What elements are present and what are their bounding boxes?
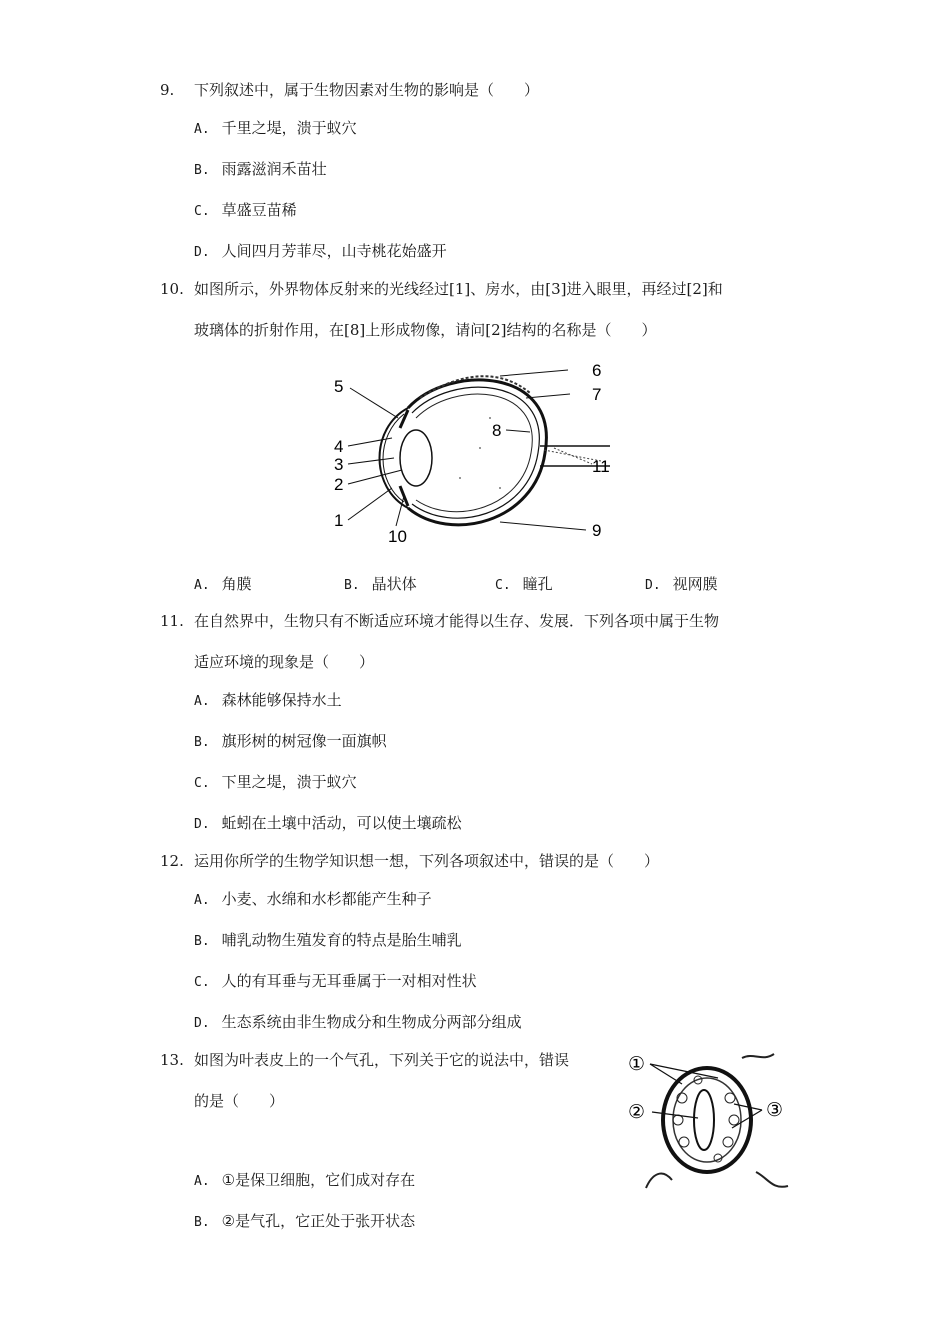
option-letter: D.	[645, 578, 661, 593]
q11-stem-line1: 在自然界中，生物只有不断适应环境才能得以生存、发展．下列各项中属于生物	[194, 612, 720, 630]
option-letter: D.	[194, 1016, 210, 1031]
option-letter: C.	[495, 578, 511, 593]
q13-option-a	[194, 1170, 415, 1192]
option-text: 生态系统由非生物成分和生物成分两部分组成	[221, 1013, 522, 1031]
q10-option-c	[495, 573, 553, 594]
option-text: 蚯蚓在土壤中活动，可以使土壤疏松	[221, 814, 462, 832]
eye-label: 7	[592, 385, 602, 404]
q9-number: 9.	[160, 81, 175, 99]
option-letter: A.	[194, 694, 210, 709]
option-letter: A.	[194, 1174, 210, 1189]
stomata-figure	[622, 1048, 802, 1198]
option-text: 人的有耳垂与无耳垂属于一对相对性状	[221, 972, 477, 990]
eye-label: 4	[334, 437, 344, 456]
option-text: ②是气孔，它正处于张开状态	[221, 1212, 416, 1230]
q9-stem: 下列叙述中，属于生物因素对生物的影响是（ ）	[194, 81, 540, 99]
q12-stem: 运用你所学的生物学知识想一想，下列各项叙述中，错误的是（ ）	[194, 852, 660, 870]
stomata-label: ②	[628, 1102, 646, 1123]
q11-option-b	[194, 731, 387, 753]
option-text: 角膜	[221, 575, 252, 593]
option-text: 小麦、水绵和水杉都能产生种子	[221, 890, 432, 908]
q11-stem-line2: 适应环境的现象是（ ）	[194, 653, 375, 671]
eye-label: 2	[334, 475, 344, 494]
option-text: 视网膜	[672, 575, 718, 593]
eye-label: 9	[592, 521, 602, 540]
eye-label: 5	[334, 377, 344, 396]
eye-label: 10	[388, 527, 407, 546]
q10-option-b	[344, 573, 417, 594]
option-text: 草盛豆苗稀	[221, 201, 297, 219]
option-letter: B.	[194, 163, 210, 178]
option-letter: B.	[194, 735, 210, 750]
q10-stem-line1: 如图所示，外界物体反射来的光线经过[1]、房水，由[3]进入眼里，再经过[2]和	[194, 280, 723, 298]
q12-option-a	[194, 889, 432, 911]
eye-label: 6	[592, 361, 602, 380]
option-text: 晶状体	[371, 575, 417, 593]
q12-option-b	[194, 930, 462, 952]
option-letter: C.	[194, 204, 210, 219]
option-letter: C.	[194, 975, 210, 990]
q10-option-d	[645, 573, 718, 594]
q9-option-d	[194, 241, 447, 263]
q10-number: 10.	[160, 280, 184, 298]
q12-option-d	[194, 1012, 522, 1034]
option-text: 雨露滋润禾苗壮	[221, 160, 327, 178]
q12-number: 12.	[160, 852, 184, 870]
q11-option-a	[194, 690, 342, 712]
q13-option-b	[194, 1211, 415, 1233]
option-letter: B.	[194, 1215, 210, 1230]
eye-structure-figure	[330, 358, 620, 548]
q9-option-a	[194, 118, 357, 140]
option-letter: B.	[194, 934, 210, 949]
option-letter: C.	[194, 776, 210, 791]
q9-option-c	[194, 200, 297, 222]
q11-option-c	[194, 772, 357, 794]
option-text: 旗形树的树冠像一面旗帜	[221, 732, 387, 750]
option-text: 哺乳动物生殖发育的特点是胎生哺乳	[221, 931, 462, 949]
option-text: ①是保卫细胞，它们成对存在	[221, 1171, 416, 1189]
option-letter: A.	[194, 893, 210, 908]
eye-label: 8	[492, 421, 502, 440]
option-letter: D.	[194, 817, 210, 832]
q10-option-a	[194, 573, 252, 594]
q13-stem-line1: 如图为叶表皮上的一个气孔，下列关于它的说法中，错误	[194, 1051, 570, 1069]
q10-options	[194, 573, 754, 593]
q11-number: 11.	[160, 612, 184, 630]
q10-stem-line2: 玻璃体的折射作用，在[8]上形成物像，请问[2]结构的名称是（ ）	[194, 321, 657, 339]
option-letter: D.	[194, 245, 210, 260]
option-text: 下里之堤，溃于蚁穴	[221, 773, 357, 791]
option-letter: B.	[344, 578, 360, 593]
eye-label: 1	[334, 511, 344, 530]
q11-option-d	[194, 813, 462, 835]
stomata-label: ①	[628, 1054, 646, 1075]
q9-option-b	[194, 159, 327, 181]
option-letter: A.	[194, 578, 210, 593]
eye-label: 11	[592, 457, 610, 476]
option-letter: A.	[194, 122, 210, 137]
eye-label: 3	[334, 455, 344, 474]
option-text: 人间四月芳菲尽，山寺桃花始盛开	[221, 242, 447, 260]
option-text: 森林能够保持水土	[221, 691, 342, 709]
option-text: 千里之堤，溃于蚁穴	[221, 119, 357, 137]
q12-option-c	[194, 971, 477, 993]
option-text: 瞳孔	[522, 575, 553, 593]
q13-number: 13.	[160, 1051, 184, 1069]
stomata-label: ③	[766, 1100, 784, 1121]
q13-stem-line2: 的是（ ）	[194, 1092, 285, 1110]
